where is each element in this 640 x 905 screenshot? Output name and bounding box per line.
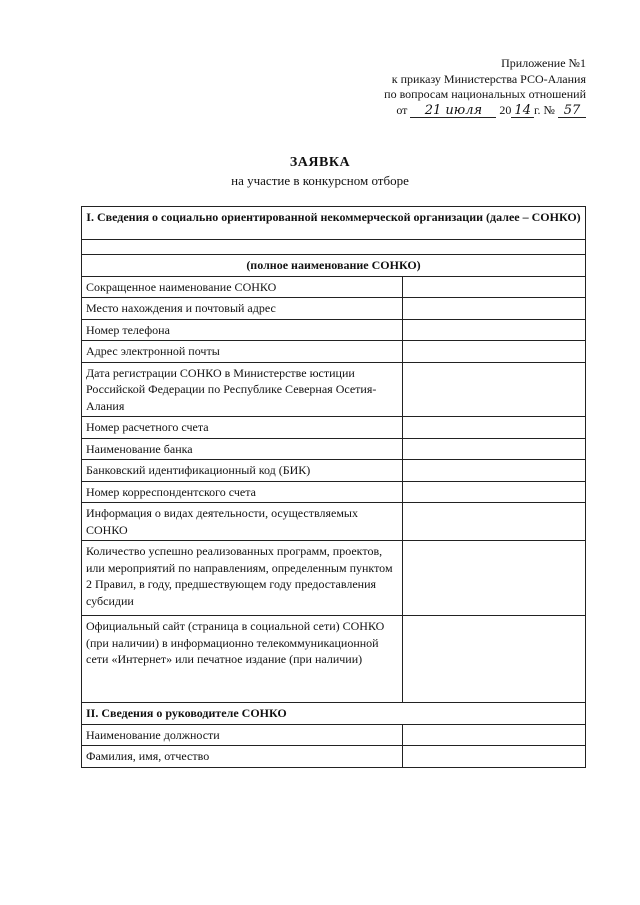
document-title: ЗАЯВКА bbox=[289, 155, 351, 170]
row-label: Номер телефона bbox=[82, 319, 403, 341]
row-label: Сокращенное наименование СОНКО bbox=[82, 276, 403, 298]
table-row bbox=[82, 319, 586, 341]
row-value-field[interactable] bbox=[403, 298, 586, 320]
row-label: Номер корреспондентского счета bbox=[82, 481, 403, 503]
row-label: Фамилия, имя, отчество bbox=[82, 746, 403, 768]
table-row bbox=[82, 362, 586, 417]
row-label: Наименование банка bbox=[82, 438, 403, 460]
section2-heading: II. Сведения о руководителе СОНКО bbox=[82, 703, 586, 725]
section1-heading: I. Сведения о социально ориентированной некоммерческой организации (далее – СОНКО) bbox=[82, 207, 586, 240]
row-label: Номер расчетного счета bbox=[82, 417, 403, 439]
row-label: Официальный сайт (страница в социальной сети) СОНКО (при наличии) в информационно телекоммуникационной сети «Интернет» или печатное издание (при наличии) bbox=[82, 616, 403, 703]
table-row bbox=[82, 276, 586, 298]
row-value-field[interactable] bbox=[403, 481, 586, 503]
row-value-field[interactable] bbox=[403, 460, 586, 482]
handwritten-year: 14 bbox=[511, 104, 534, 118]
table-row bbox=[82, 298, 586, 320]
row-value-field[interactable] bbox=[403, 319, 586, 341]
full-name-field[interactable] bbox=[82, 240, 586, 255]
table-row bbox=[82, 541, 586, 616]
table-row bbox=[82, 417, 586, 439]
row-label: Адрес электронной почты bbox=[82, 341, 403, 363]
table-row bbox=[82, 503, 586, 541]
row-value-field[interactable] bbox=[403, 616, 586, 703]
year-suffix: г. № bbox=[533, 102, 555, 117]
row-label: Место нахождения и почтовый адрес bbox=[82, 298, 403, 320]
appendix-label: Приложение №1 bbox=[501, 56, 586, 70]
table-row bbox=[82, 438, 586, 460]
full-name-input-row bbox=[82, 240, 586, 255]
handwritten-date: 21 июля bbox=[410, 104, 496, 118]
row-value-field[interactable] bbox=[403, 541, 586, 616]
table-row bbox=[82, 616, 586, 703]
year-prefix: 20 bbox=[499, 102, 512, 117]
order-reference: к приказу Министерства РСО-Алания bbox=[391, 71, 586, 86]
document-subtitle: на участие в конкурсном отборе bbox=[231, 173, 409, 188]
row-label: Банковский идентификационный код (БИК) bbox=[82, 460, 403, 482]
full-name-caption-row bbox=[82, 255, 586, 277]
table-row bbox=[82, 746, 586, 768]
row-value-field[interactable] bbox=[403, 503, 586, 541]
ministry-reference: по вопросам национальных отношений bbox=[384, 87, 586, 101]
full-name-caption: (полное наименование СОНКО) bbox=[82, 255, 586, 277]
table-row bbox=[82, 460, 586, 482]
order-date-number bbox=[384, 103, 586, 119]
row-label: Количество успешно реализованных программ, проектов, или мероприятий по направлениям, определенным пунктом 2 Правил, в году, предшествующем году предоставления субсидии bbox=[82, 541, 403, 616]
row-value-field[interactable] bbox=[403, 417, 586, 439]
table-row bbox=[82, 724, 586, 746]
table-row bbox=[82, 341, 586, 363]
row-value-field[interactable] bbox=[403, 724, 586, 746]
from-label: от bbox=[396, 102, 408, 117]
appendix-header bbox=[384, 56, 586, 118]
row-value-field[interactable] bbox=[403, 746, 586, 768]
row-value-field[interactable] bbox=[403, 438, 586, 460]
section2-heading-row bbox=[82, 703, 586, 725]
row-label: Наименование должности bbox=[82, 724, 403, 746]
row-label: Дата регистрации СОНКО в Министерстве юстиции Российской Федерации по Республике Северная Осетия-Алания bbox=[82, 362, 403, 417]
table-row bbox=[82, 481, 586, 503]
row-label: Информация о видах деятельности, осуществляемых СОНКО bbox=[82, 503, 403, 541]
handwritten-order-number: 57 bbox=[558, 104, 586, 118]
row-value-field[interactable] bbox=[403, 362, 586, 417]
row-value-field[interactable] bbox=[403, 341, 586, 363]
application-form-table bbox=[81, 206, 586, 768]
row-value-field[interactable] bbox=[403, 276, 586, 298]
section1-heading-row bbox=[82, 207, 586, 240]
